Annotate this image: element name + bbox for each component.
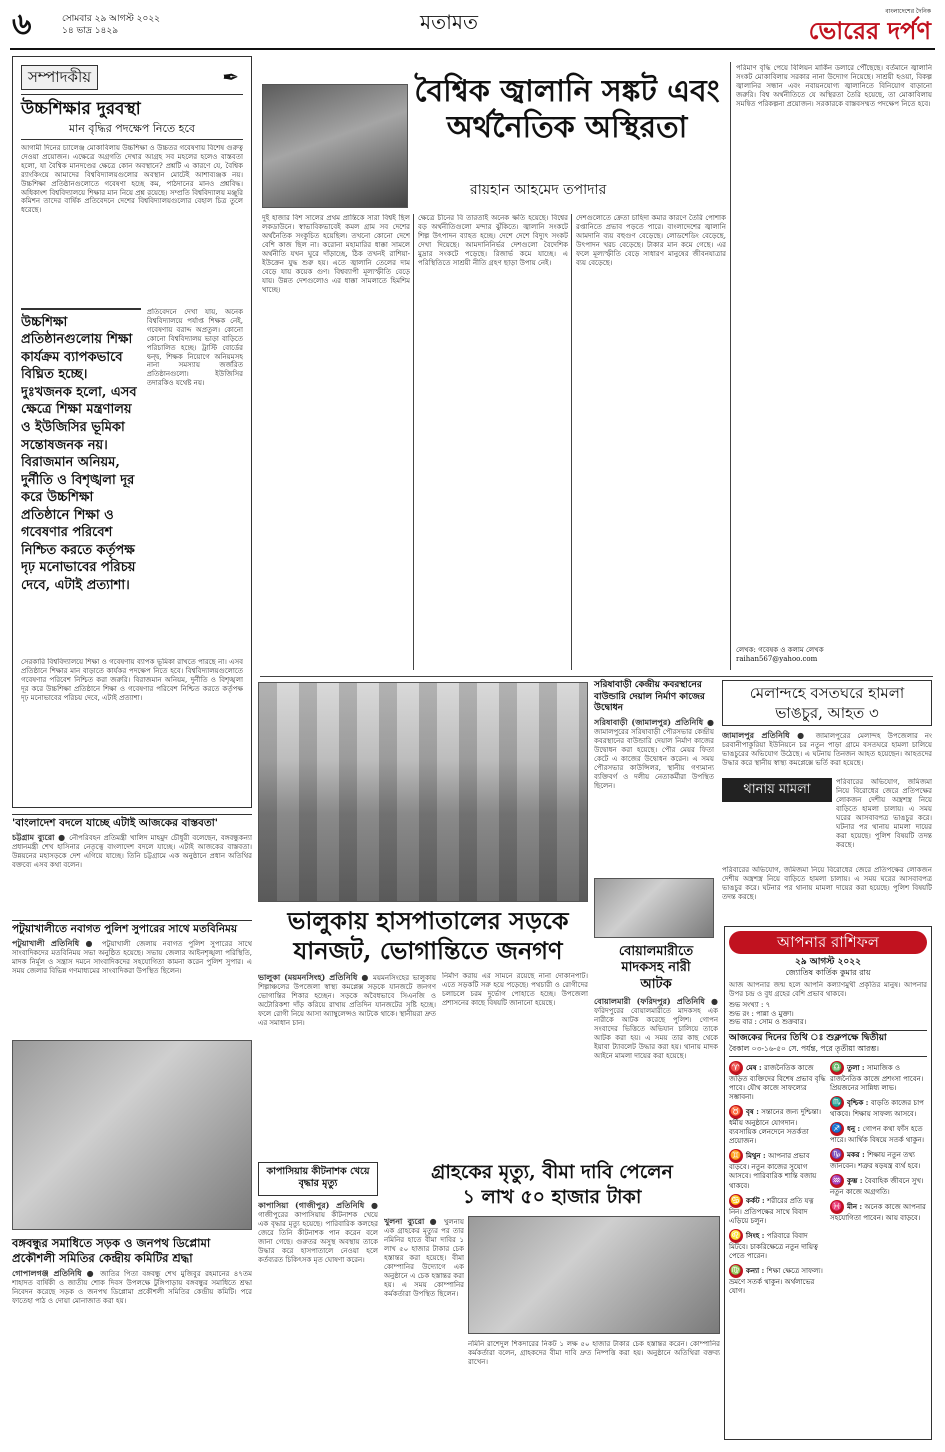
- feature-col-4: পরিমাণ বৃদ্ধি পেয়ে বিলিয়ন মার্কিন ডলারে পৌঁছেছে। বর্তমানে জ্বালানি সংকট মোকাবিলায় সরকার নানা উদ্যোগ নিয়েছে। সাশ্রয়ী হওয়া, বিকল্প জ্বালানির সন্ধান এবং নবায়নযোগ্য জ্বালানিতে বিনিয়োগ বাড়ানো জরুরি। বিশ্ব অর্থনীতিতে যে অস্থিরতা তৈরি হয়েছে, তা মোকাবিলায় সমন্বিত পরিকল্পনা প্রয়োজন। সরকারকে বাস্তবসম্মত পদক্ষেপ নিতে হবে।: [736, 64, 932, 108]
- horoscope-lucky-line: শুভ সংখ্যা : ৭: [729, 1000, 771, 1009]
- zodiac-entry: [830, 1174, 927, 1197]
- patuakhali-story: [12, 920, 252, 1034]
- sarishabari-title: সরিষাবাড়ী কেন্দ্রীয় কবরস্থানের বাউন্ডারি দেয়াল নির্মাণ কাজের উদ্বোধন: [594, 680, 705, 714]
- sarishabari-story: [594, 680, 714, 887]
- page-number: ৬: [12, 7, 32, 42]
- header-rule: [10, 48, 935, 50]
- bhaluka-reporter: ভালুকা (ময়মনসিংহ) প্রতিনিধি ●: [258, 972, 370, 982]
- melandah-reporter: জামালপুর প্রতিনিধি ●: [722, 730, 809, 740]
- author-email: raihan567@yahoo.com: [736, 654, 818, 663]
- zodiac-text: গোপন কথা ফাঁস হতে পারে। আর্থিক বিষয়ে সতর্ক থাকুন।: [830, 1125, 925, 1145]
- zodiac-sign-icon: ♍: [730, 1266, 742, 1276]
- zodiac-sign-icon: ♏: [831, 1097, 843, 1108]
- traffic-photo: [258, 682, 588, 902]
- zodiac-sign-icon: ♌: [730, 1230, 742, 1241]
- date-bengali: ১৪ ভাদ্র ১৪২৯: [62, 25, 119, 36]
- zodiac-sign-icon: ♉: [730, 1107, 742, 1118]
- col-divider: [571, 214, 572, 670]
- kapasia-body: [258, 1200, 378, 1440]
- bangladesh-reporter: চট্টগ্রাম ব্যুরো ●: [12, 832, 67, 843]
- zodiac-entry: [729, 1229, 826, 1261]
- editorial-body-1: আগামী দিনের চ্যালেঞ্জ মোকাবিলায় উচ্চশিক্ষা ও উচ্চতর গবেষণায় বিশেষ গুরুত্ব দেওয়া প্রয়োজন। এক্ষেত্রে অগ্রগতি দেখার আগ্রহ সব মহলের হলেও বাস্তবতা হলো, যা বৈশ্বিক মানদণ্ডের ক্ষেত্রে কোন অবস্থানে? প্রশ্নটি এ কারণে যে, বৈশ্বিক র‍্যাংকিংয়ে আমাদের বিশ্ববিদ্যালয়গুলোর অবস্থান মোটেই আশাব্যঞ্জক নয়। উচ্চশিক্ষা প্রতিষ্ঠানগুলোতে গবেষণা হচ্ছে কম, পাঠদানের মানও প্রশ্নবিদ্ধ। অধিকাংশ বিশ্ববিদ্যালয়ে শিক্ষার মান নিয়ে প্রশ্ন রয়েছে। সম্প্রতি বিশ্ববিদ্যালয় মঞ্জুরি কমিশন তাদের বার্ষিক প্রতিবেদনে দেশের বিশ্ববিদ্যালয়গুলোর বেহাল চিত্র তুলে ধরেছে।: [21, 143, 243, 215]
- melandah-text: জামালপুরের মেলান্দহ উপজেলার নং চরবানীপাকুরিয়া ইউনিয়নে চর নতুন পাড়া গ্রামে বসতঘরে হামলা চালিয়ে ভাঙচুরের অভিযোগ উঠেছে। এ ঘটনায় তিনজন আহত হয়েছেন। আহতদের উদ্ধার করে স্থানীয় স্বাস্থ্য কমপ্লেক্সে ভর্তি করা হয়েছে।: [722, 732, 932, 767]
- cheque-handover-photo: [468, 1216, 720, 1334]
- editorial-pullquote: উচ্চশিক্ষা প্রতিষ্ঠানগুলোয় শিক্ষা কার্যক্রম ব্যাপকভাবে বিঘ্নিত হচ্ছে। দুঃখজনক হলো, এসব ক্ষেত্রে শিক্ষা মন্ত্রণালয় ও ইউজিসির ভূমিকা সন্তোষজনক নয়। বিরাজমান অনিয়ম, দুর্নীতি ও বিশৃঙ্খলা দূর করে উচ্চশিক্ষা প্রতিষ্ঠানে শিক্ষা ও গবেষণার পরিবেশ নিশ্চিত করতে কর্তৃপক্ষ দৃঢ় মনোভাবের পরিচয় দেবে, এটাই প্রত্যাশা।: [21, 308, 141, 652]
- zodiac-entry: [830, 1061, 927, 1093]
- insurance-title-line-1: গ্রাহকের মৃত্যু, বীমা দাবি পেলেন: [431, 1161, 673, 1183]
- insurance-text: খুলনায় এক গ্রাহকের মৃত্যুর পর তার নমিনির হাতে বীমা দাবির ১ লাখ ৫০ হাজার টাকার চেক হস্তান্তর করা হয়েছে। বীমা কোম্পানির উদ্যোগে এক অনুষ্ঠানে এ চেক হস্তান্তর করা হয়। এ সময় কোম্পানির কর্মকর্তারা উপস্থিত ছিলেন।: [384, 1218, 464, 1298]
- melandah-subhead: থানায় মামলা: [722, 778, 832, 802]
- horoscope-box: [724, 926, 932, 1440]
- zodiac-name: কন্যা :: [746, 1266, 767, 1275]
- bangladesh-body: [12, 832, 252, 918]
- feature-footer: [736, 646, 932, 664]
- zodiac-name: মীন :: [847, 1202, 865, 1212]
- logo-name: ভোরের দর্পণ: [808, 16, 931, 45]
- zodiac-sign-icon: ♐: [831, 1124, 843, 1135]
- zodiac-text: রাজনৈতিক কাজে জড়িত ব্যক্তিদের বিশেষ প্রভাব বৃদ্ধি পাবে। যৌথ কাজে সাফল্যের সম্ভাবনা।: [729, 1063, 826, 1101]
- bhaluka-headline: [258, 906, 598, 966]
- horoscope-date: ২৯ আগস্ট ২০২২: [795, 956, 861, 967]
- horoscope-signs-left: [729, 1061, 826, 1299]
- bangabandhu-title: বঙ্গবন্ধুর সমাধিতে সড়ক ও জনপথ ডিপ্লোমা প্রকৌশলী সমিতির কেন্দ্রীয় কমিটির শ্রদ্ধা: [12, 1236, 211, 1265]
- melandah-headline: [722, 680, 932, 726]
- zodiac-text: পরিবারে বিবাদ মিটবে। চাকরিক্ষেত্রে নতুন দায়িত্ব পেতে পারেন।: [729, 1231, 819, 1260]
- zodiac-text: শিক্ষা ক্ষেত্রে সাফল্য। ভ্রমণে সতর্ক থাকুন। অর্থলাভের যোগ।: [729, 1267, 823, 1296]
- zodiac-sign-icon: ♒: [831, 1176, 843, 1187]
- horoscope-intro: আজ আপনার জন্ম হলে আপনি কল্যাণমুখী প্রকৃতির মানুষ। আপনার উপর চন্দ্র ও বুধ গ্রহের বেশি প্রভাব থাকবে।: [729, 981, 927, 998]
- patuakhali-title: পটুয়াখালীতে নবাগত পুলিশ সুপারের সাথে মতবিনিময়: [12, 920, 252, 936]
- melandah-title-line-2: ভাঙচুর, আহত ৩: [775, 704, 879, 723]
- feature-col-3: দেশগুলোতে ক্রেতা চাহিদা কমার কারণে তৈরি পোশাক রপ্তানিতে প্রভাব পড়তে পারে। বাংলাদেশের জ্বালানি আমদানি ব্যয় বহুগুণ বেড়েছে। লোডশেডিং বেড়েছে, উৎপাদন খরচ বেড়েছে। টাকার মান কমে গেছে। এর ফলে মূল্যস্ফীতি বেড়ে সাধারণ মানুষের জীবনযাত্রার ব্যয় বেড়েছে।: [576, 214, 726, 267]
- melandah-body-2-side: পরিবারের অভিযোগ, জমিজমা নিয়ে বিরোধের জেরে প্রতিপক্ষের লোকজন দেশীয় অস্ত্রশস্ত্র নিয়ে বাড়িতে হামলা চালায়। এ সময় ঘরের আসবাবপত্র ভাঙচুর করে। ঘটনার পর থানায় মামলা দায়ের করা হয়েছে। পুলিশ বিষয়টি তদন্ত করছে।: [836, 778, 932, 849]
- editorial-box: [12, 56, 252, 808]
- insurance-body-2: নমিনি রাশেদুল শিকদারের নিকট ১ লক্ষ ৫০ হাজার টাকার চেক হস্তান্তর করেন। কোম্পানির কর্মকর্তারা বলেন, গ্রাহকদের বীমা দাবি দ্রুত নিষ্পত্তি করা হয়। অনুষ্ঠানে অতিথিরা বক্তব্য রাখেন।: [468, 1340, 720, 1366]
- zodiac-name: মকর :: [847, 1150, 868, 1160]
- editorial-body-3: সেরকারি বিশ্ববিদ্যালয়ে শিক্ষা ও গবেষণায় ব্যাপক ভূমিকা রাখতে পারছে না। এসব প্রতিষ্ঠানে শিক্ষার মান বাড়াতে কার্যকর পদক্ষেপ নিতে হবে। বিশ্ববিদ্যালয়গুলোতে গবেষণার পরিবেশ নিশ্চিত করা জরুরি। বিরাজমান অনিয়ম, দুর্নীতি ও বিশৃঙ্খলা দূর করে উচ্চশিক্ষা প্রতিষ্ঠানে শিক্ষা ও গবেষণার পরিবেশ নিশ্চিত করতে কর্তৃপক্ষ দৃঢ় মনোভাবের পরিচয় দেবে, এটাই প্রত্যাশা।: [21, 657, 243, 702]
- horoscope-title: আপনার রাশিফল: [729, 931, 927, 954]
- boalmari-title-line-3: আটক: [640, 976, 672, 992]
- bhaluka-title-line-2: যানজট, ভোগান্তিতে জনগণ: [293, 936, 563, 965]
- masthead-logo: [781, 8, 931, 46]
- patuakhali-text: পটুয়াখালী জেলায় নবাগত পুলিশ সুপারের সাথে সাংবাদিকদের মতবিনিময় সভা অনুষ্ঠিত হয়েছে। সভায় জেলার আইনশৃঙ্খলা পরিস্থিতি, মাদক নির্মূল ও সন্ত্রাস দমনে সাংবাদিকদের সহযোগিতা কামনা করেন পুলিশ সুপার। এ সময় জেলার বিভিন্ন গণমাধ্যমের সাংবাদিকরা উপস্থিত ছিলেন।: [12, 940, 252, 975]
- boalmari-reporter: বোয়ালমারী (ফরিদপুর) প্রতিনিধি ●: [594, 996, 718, 1006]
- feature-col-2: ক্ষেত্রে চীনের বি তারতাই অনেক ক্ষতি হয়েছে। বিশ্বের বড় অর্থনীতিগুলো মন্দার ঝুঁকিতে। জ্বালানি সংকটে শিল্প উৎপাদন ব্যাহত হচ্ছে। দেশে দেশে বিদ্যুৎ সংকট দেখা দিয়েছে। আমদানিনির্ভর দেশগুলো বৈদেশিক মুদ্রার সংকটে পড়েছে। রিজার্ভ কমে যাচ্ছে। এ পরিস্থিতিতে সাশ্রয়ী নীতি গ্রহণ ছাড়া উপায় নেই।: [418, 214, 568, 267]
- logo-tagline: বাংলাদেশের দৈনিক: [885, 8, 931, 15]
- feature-col-1: দুই হাজার বিশ সালের প্রথম প্রান্তিকে সারা বিশ্বই ছিল লকডাউনে। স্বাভাবিকভাবেই কমল গ্রাম সব দেশের অর্থনৈতিক সংকুচিত হয়েছিল। তখনো কোনো দেশে বেশি কাজ ছিল না। করোনা মহামারির ধাক্কা সামলে অর্থনীতি যখন ঘুরে দাঁড়াচ্ছে, ঠিক তখনই রাশিয়া-ইউক্রেন যুদ্ধ শুরু হয়। এতে জ্বালানি তেলের দাম বেড়ে যায় কয়েক গুণ। বিশ্বব্যাপী মূল্যস্ফীতি বেড়ে যায়। উন্নত দেশগুলোও এর ধাক্কা সামলাতে হিমশিম খাচ্ছে।: [262, 214, 410, 294]
- horoscope-time: বৈকাল ০৩-১৬-৫০ সে. পর্যন্ত, পরে তৃতীয়া আরম্ভ।: [729, 1044, 927, 1056]
- bangladesh-title: 'বাংলাদেশ বদলে যাচ্ছে এটাই আজকের বাস্তবতা': [12, 814, 252, 830]
- zodiac-entry: [830, 1148, 927, 1171]
- zodiac-entry: [729, 1264, 826, 1296]
- patuakhali-body: [12, 938, 252, 1034]
- boalmari-text: ফরিদপুরের বোয়ালমারীতে মাদকসহ এক নারীকে আটক করেছে পুলিশ। গোপন সংবাদের ভিত্তিতে অভিযান চালিয়ে তাকে আটক করা হয়। এ সময় তার কাছ থেকে ইয়াবা ট্যাবলেট উদ্ধার করা হয়। থানায় মাদক আইনে মামলা দায়ের করা হয়েছে।: [594, 1006, 718, 1060]
- bhaluka-body-2: নির্মাণ করায় এর সামনে রয়েছে নানা দোকানপাট। এতে সড়কটি সরু হয়ে পড়েছে। পথচারী ও রোগীদের চলাচলে চরম দুর্ভোগ পোহাতে হচ্ছে। উপজেলা প্রশাসনের কাছে বিষয়টি জানানো হয়েছে।: [442, 972, 588, 1007]
- zodiac-sign-icon: ♊: [730, 1151, 742, 1162]
- sarishabari-photo: [594, 878, 714, 938]
- zodiac-sign-icon: ♑: [831, 1150, 843, 1161]
- melandah-body: [722, 730, 932, 774]
- insurance-title-line-2: ১ লাখ ৫০ হাজার টাকা: [462, 1185, 642, 1208]
- quill-pen-icon: ✒: [222, 65, 239, 89]
- patuakhali-reporter: পটুয়াখালী প্রতিনিধি ●: [12, 938, 97, 949]
- zodiac-name: মেষ :: [746, 1062, 765, 1072]
- bangabandhu-story: [12, 1236, 252, 1428]
- zodiac-sign-icon: ♋: [730, 1195, 742, 1206]
- kapasia-title: কাপাসিয়ায় কীটনাশক খেয়ে বৃদ্ধার মৃত্যু: [258, 1162, 378, 1196]
- boalmari-title-line-2: মাদকসহ নারী: [621, 960, 691, 976]
- horoscope-astrologer: জ্যোতিষ কার্তিক কুমার রায়: [785, 968, 871, 977]
- zodiac-name: সিংহ :: [746, 1230, 767, 1240]
- feature-title-line-2: অর্থনৈতিক অস্থিরতা: [446, 110, 688, 145]
- feature-title: [412, 74, 722, 146]
- horoscope-tithi: আজকের দিনের তিথি ঃ শুক্লপক্ষে দ্বিতীয়া: [729, 1030, 927, 1044]
- zodiac-text: অনেক কাজে আপনার সহযোগিতা পাবেন। আয় বাড়বে।: [830, 1203, 926, 1223]
- boalmari-body: [594, 996, 718, 1156]
- kapasia-reporter: কাপাসিয়া (গাজীপুর) প্রতিনিধি ●: [258, 1200, 378, 1210]
- feature-title-line-1: বৈশ্বিক জ্বালানি সঙ্কট এবং: [414, 74, 720, 109]
- horoscope-lucky-line: শুভ বার : সোম ও শুক্রবার।: [729, 1018, 807, 1027]
- bangabandhu-reporter: গোপালগঞ্জ প্রতিনিধি ●: [12, 1267, 96, 1278]
- insurance-reporter: খুলনা ব্যুরো ●: [384, 1216, 440, 1226]
- zodiac-text: বাড়তি কাজের চাপ থাকবে। শিক্ষায় সাফল্য আসবে।: [830, 1098, 924, 1118]
- boalmari-title-line-1: বোয়ালমারীতে: [618, 944, 694, 959]
- horoscope-lucky-line: শুভ রং : পান্না ও মুক্তা।: [729, 1009, 794, 1018]
- sarishabari-body: [594, 717, 714, 887]
- horoscope-lucky: [729, 1001, 927, 1027]
- boalmari-headline: [594, 944, 718, 993]
- zodiac-entry: [729, 1061, 826, 1102]
- date-block: [62, 14, 160, 37]
- section-name: মতামত: [420, 10, 479, 34]
- zodiac-text: সন্তানের জন্য দুশ্চিন্তা। ধর্মীয় অনুষ্ঠানে যোগদান। ব্যবসায়িক লেনদেনে সতর্কতা প্রয়োজন।: [729, 1108, 822, 1146]
- zodiac-name: বৃশ্চিক :: [847, 1097, 871, 1107]
- col-divider: [730, 62, 731, 670]
- melandah-body-2: পরিবারের অভিযোগ, জমিজমা নিয়ে বিরোধের জেরে প্রতিপক্ষের লোকজন দেশীয় অস্ত্রশস্ত্র নিয়ে বাড়িতে হামলা চালায়। এ সময় ঘরের আসবাবপত্র ভাঙচুর করে। ঘটনার পর থানায় মামলা দায়ের করা হয়েছে। পুলিশ বিষয়টি তদন্ত করছে।: [722, 866, 932, 901]
- bangladesh-text: নৌপরিবহন প্রতিমন্ত্রী খালিদ মাহমুদ চৌধুরী বলেছেন, বঙ্গবন্ধুকন্যা প্রধানমন্ত্রী শেখ হাসিনার নেতৃত্বে বাংলাদেশ বদলে যাচ্ছে। এটাই আজকের বাস্তবতা। উন্নয়নের মহাসড়কে দেশ এগিয়ে যাচ্ছে। তিনি চট্টগ্রামে এক অনুষ্ঠানে প্রধান অতিথির বক্তব্যে এসব কথা বলেন।: [12, 834, 252, 869]
- zodiac-name: মিথুন :: [746, 1151, 769, 1161]
- melandah-title-line-1: মেলান্দহে বসতঘরে হামলা: [749, 684, 905, 702]
- bangladesh-story: [12, 814, 252, 918]
- zodiac-text: শরীরের প্রতি যত্ন নিন। প্রতিপক্ষের সাথে বিবাদ এড়িয়ে চলুন।: [729, 1196, 814, 1225]
- zodiac-name: কুম্ভ :: [847, 1176, 865, 1186]
- zodiac-text: শিক্ষায় নতুন তথ্য জানবেন। শত্রুর ষড়যন্ত্র ব্যর্থ হবে।: [830, 1151, 921, 1171]
- editorial-label: সম্পাদকীয়: [21, 65, 98, 90]
- sarishabari-text: জামালপুরের সরিষাবাড়ী পৌরসভার কেন্দ্রীয় কবরস্থানের বাউন্ডারি দেয়াল নির্মাণ কাজের উদ্বোধন করা হয়েছে। পৌর মেয়র ফিতা কেটে এ কাজের উদ্বোধন করেন। এ সময় পৌরসভার কাউন্সিলর, স্থানীয় গণ্যমান্য ব্যক্তিবর্গ ও দলীয় নেতাকর্মীরা উপস্থিত ছিলেন।: [594, 728, 714, 790]
- tribute-photo: [12, 1040, 252, 1230]
- zodiac-sign-icon: ♈: [730, 1062, 742, 1073]
- sarishabari-reporter: সরিষাবাড়ী (জামালপুর) প্রতিনিধি ●: [594, 717, 714, 728]
- zodiac-name: বৃষ :: [746, 1107, 762, 1117]
- zodiac-entry: [729, 1194, 826, 1226]
- section-divider: [260, 676, 933, 677]
- insurance-body: [384, 1216, 464, 1440]
- bhaluka-body: [258, 972, 436, 1156]
- kapasia-text: গাজীপুরের কাপাসিয়ায় কীটনাশক খেয়ে এক বৃদ্ধার মৃত্যু হয়েছে। পারিবারিক কলহের জেরে তিনি কীটনাশক পান করেন বলে জানা গেছে। গুরুতর অসুস্থ অবস্থায় তাকে উদ্ধার করে হাসপাতালে নেওয়া হলে কর্তব্যরত চিকিৎসক মৃত ঘোষণা করেন।: [258, 1210, 378, 1264]
- editorial-subtitle: মান বৃদ্ধির পদক্ষেপ নিতে হবে: [21, 122, 243, 140]
- date-gregorian: সোমবার ২৯ আগস্ট ২০২২: [62, 14, 161, 24]
- editorial-title: উচ্চশিক্ষার দুরবস্থা: [21, 98, 141, 119]
- editorial-body-2: প্রতিবেদনে দেখা যায়, অনেক বিশ্ববিদ্যালয়ে পর্যাপ্ত শিক্ষক নেই, গবেষণায় বরাদ্দ অপ্রতুল। কোনো কোনো বিশ্ববিদ্যালয় ভাড়া বাড়িতে পরিচালিত হচ্ছে। ট্রাস্টি বোর্ডের দ্বন্দ্ব, শিক্ষক নিয়োগে অনিয়মসহ নানা সমস্যায় জর্জরিত প্রতিষ্ঠানগুলো। ইউজিসির তদারকিও যথেষ্ট নয়।: [146, 307, 243, 388]
- feature-author: রায়হান আহমেদ তপাদার: [470, 182, 607, 198]
- zodiac-text: সামাজিক ও রাজনৈতিক কাজে প্রশংসা পাবেন। প্রিয়জনের সান্নিধ্য লাভ।: [830, 1063, 924, 1092]
- author-photo: [262, 84, 408, 208]
- zodiac-text: আপনার প্রভাব বাড়বে। নতুন কাজের সুযোগ আসবে। পারিবারিক শান্তি বজায় থাকবে।: [729, 1152, 817, 1190]
- horoscope-signs-right: [830, 1061, 927, 1299]
- bhaluka-text: ময়মনসিংহের ভালুকায় শিল্পাঞ্চলের উপজেলা স্বাস্থ্য কমপ্লেক্স সড়কে যানজটে জনগণ ভোগান্তির শিকার হচ্ছেন। সড়কে অবৈধভাবে সিএনজি ও অটোরিকশা দাঁড় করিয়ে রাখায় প্রতিদিন যানজটের সৃষ্টি হচ্ছে। ফলে রোগী নিয়ে আসা অ্যাম্বুলেন্সও আটকে থাকে। স্থানীয়রা দ্রুত এর সমাধান চান।: [258, 974, 436, 1027]
- zodiac-entry: [830, 1122, 927, 1145]
- zodiac-entry: [830, 1200, 927, 1223]
- zodiac-sign-icon: ♓: [831, 1202, 843, 1213]
- bangabandhu-body: [12, 1268, 252, 1428]
- insurance-headline: [384, 1160, 720, 1209]
- zodiac-name: কর্কট :: [746, 1195, 768, 1205]
- zodiac-name: তুলা :: [847, 1062, 867, 1072]
- bangabandhu-text: জাতির পিতা বঙ্গবন্ধু শেখ মুজিবুর রহমানের ৪৭তম শাহাদত বার্ষিকী ও জাতীয় শোক দিবস উপলক্ষে টুঙ্গিপাড়ায় বঙ্গবন্ধুর সমাধিতে শ্রদ্ধা নিবেদন করেছে সড়ক ও জনপথ ডিপ্লোমা প্রকৌশলী সমিতির কেন্দ্রীয় কমিটি। পরে ফাতেহা পাঠ ও দোয়া মোনাজাত করা হয়।: [12, 1269, 252, 1305]
- zodiac-entry: [729, 1105, 826, 1146]
- zodiac-name: ধনু :: [847, 1124, 863, 1134]
- zodiac-sign-icon: ♎: [831, 1062, 843, 1073]
- zodiac-entry: [830, 1096, 927, 1119]
- col-divider: [413, 214, 414, 670]
- zodiac-entry: [729, 1149, 826, 1190]
- zodiac-text: বৈবাহিক জীবনে সুখ। নতুন কাজে অগ্রগতি।: [830, 1177, 924, 1197]
- bhaluka-title-line-1: ভালুকায় হাসপাতালের সড়কে: [287, 906, 569, 935]
- author-note: লেখক: গবেষক ও কলাম লেখক: [736, 646, 824, 654]
